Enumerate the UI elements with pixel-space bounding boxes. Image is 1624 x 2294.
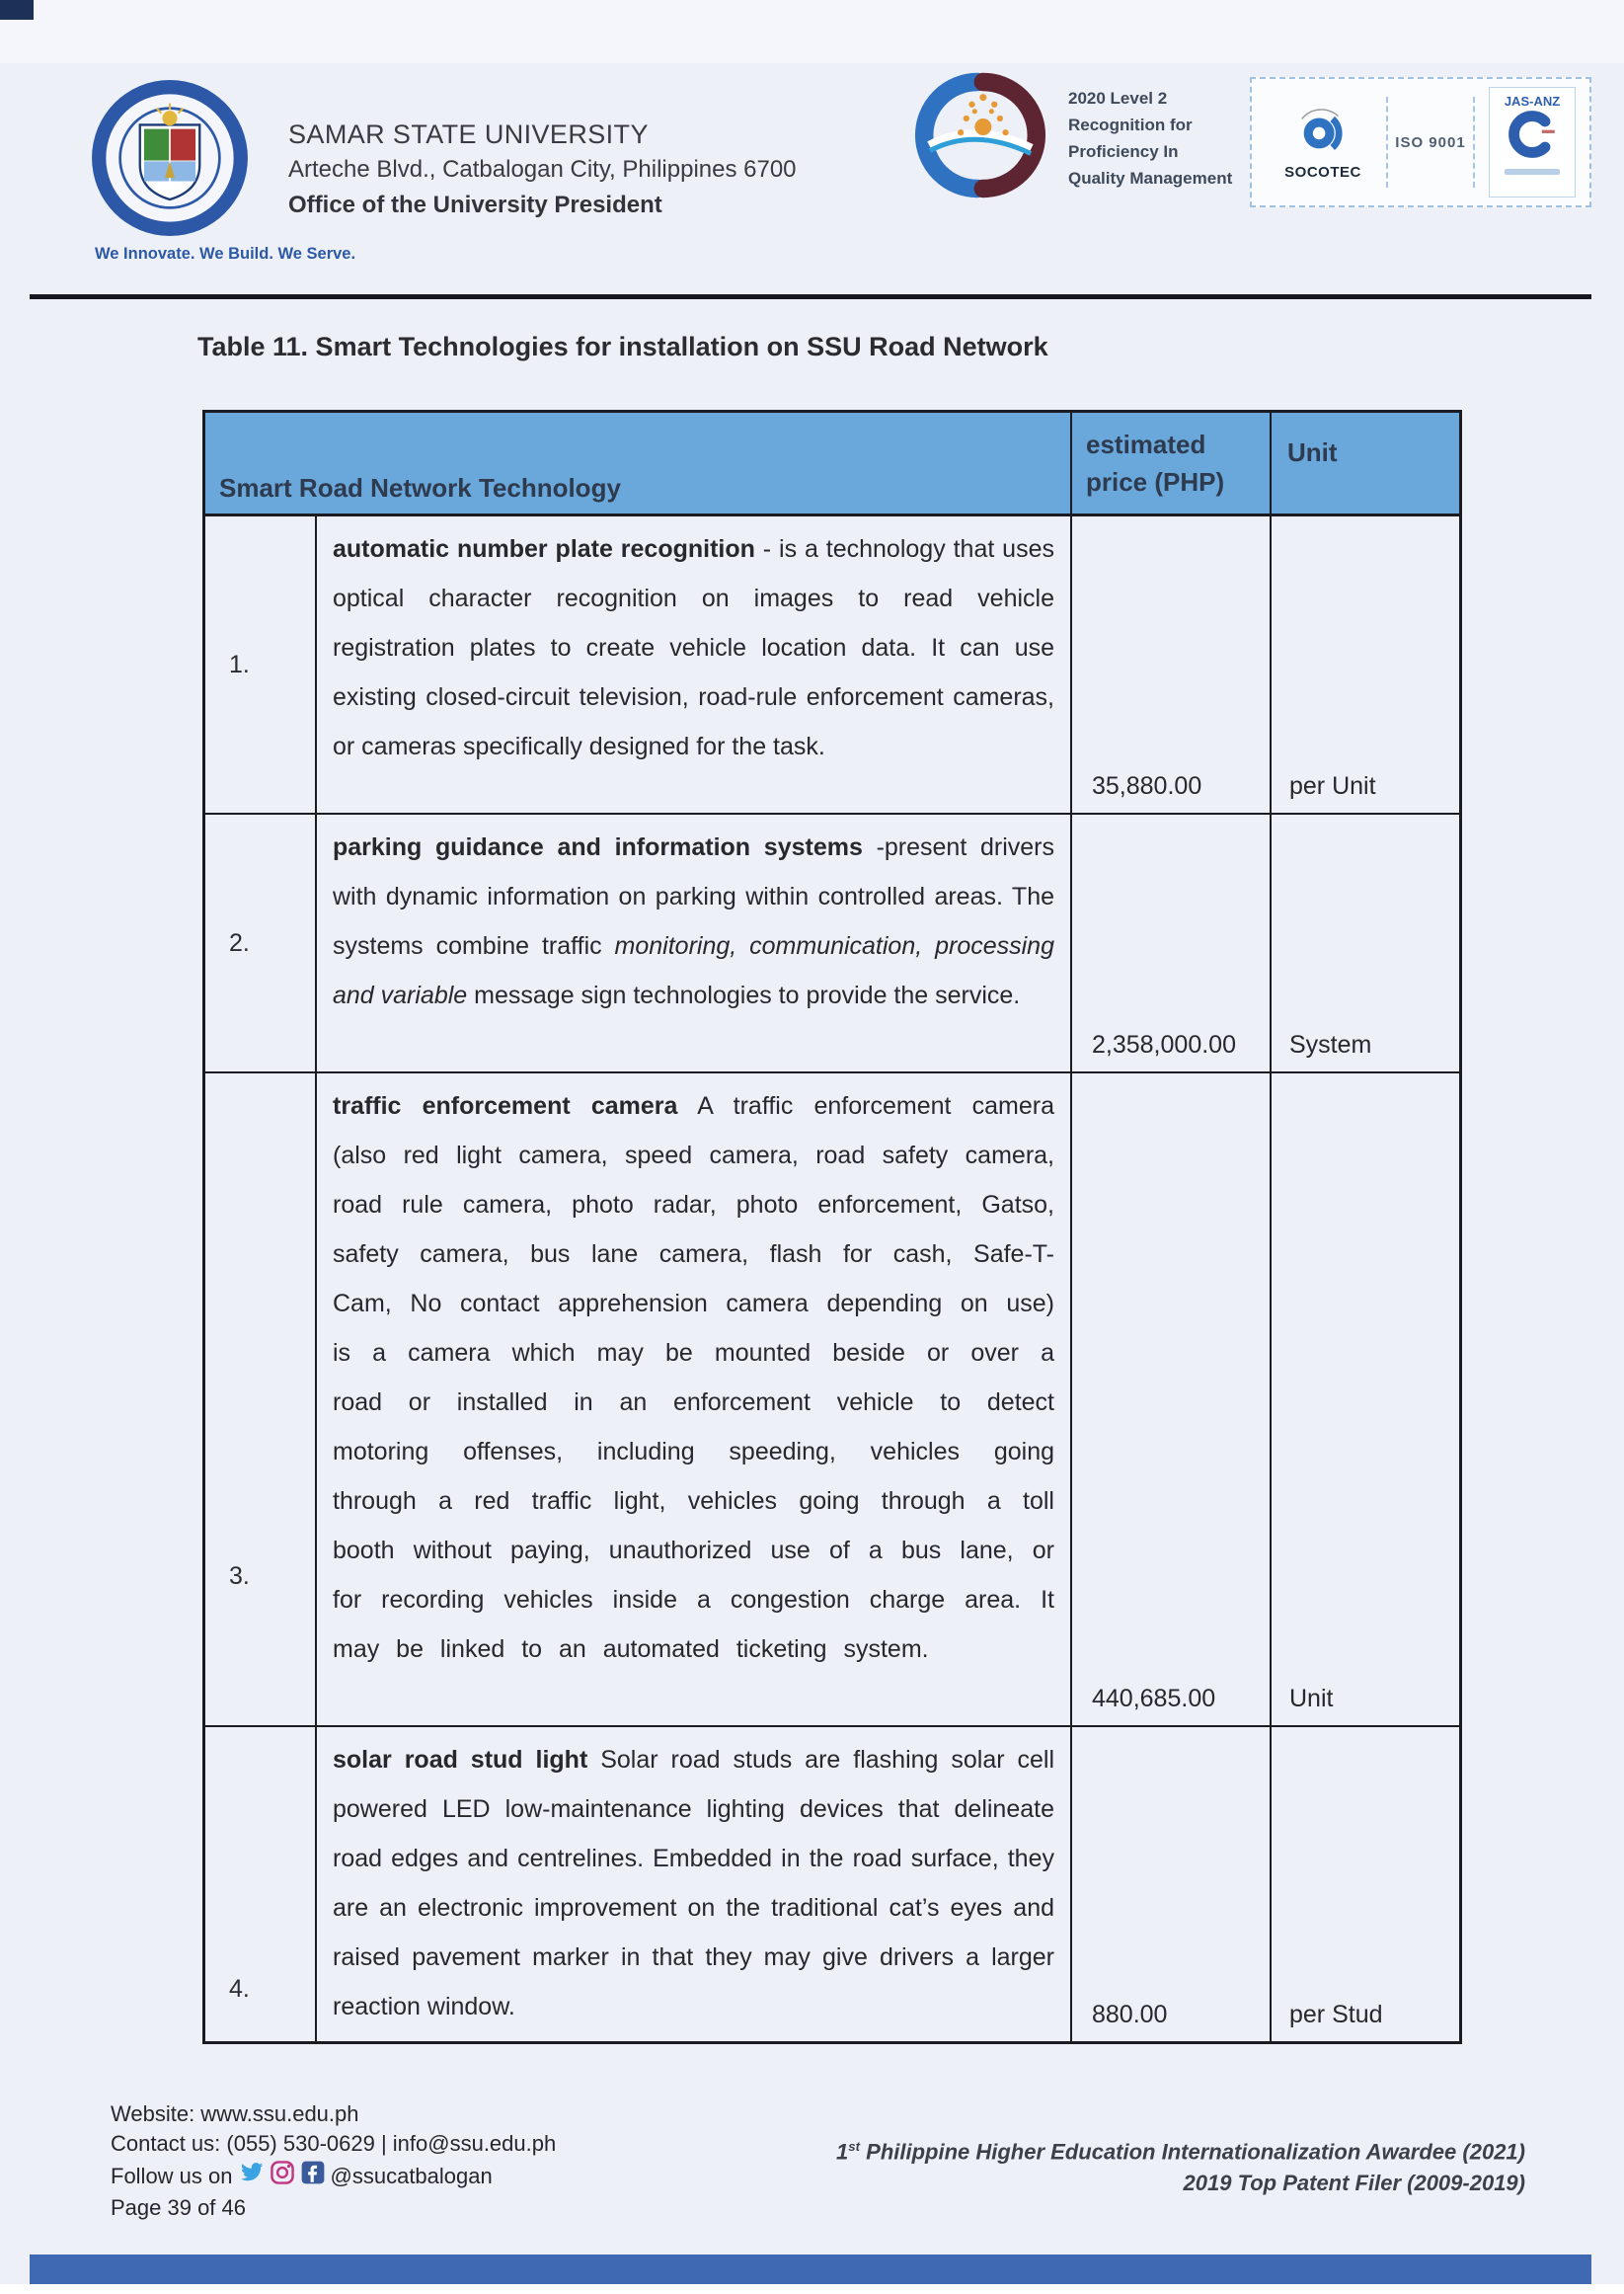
table-title: Table 11. Smart Technologies for installation on SSU Road Network [197,332,1048,361]
row-price: 880.00 [1072,1727,1272,2041]
recognition-line: Recognition for [1068,116,1193,134]
jas-anz-badge [1475,83,1589,201]
column-header-price: estimated price (PHP) [1072,413,1272,514]
row-desc-post: message sign technologies to provide the service. [467,982,1021,1009]
social-handle: @ssucatbalogan [330,2163,493,2188]
award1-ordinal: st [848,2139,861,2154]
row-desc-pre: A traffic enforcement camera (also red light camera, speed camera, road safety camera, road rule camera, photo radar, photo enforcement, Gatso, safety camera, bus lane camera, flash for cash, Safe-T-Cam, No contact apprehension camera depending on use) is a camera which may be mounted beside or over a road or installed in an enforcement vehicle to detect motoring offenses, including speeding, vehicles going through a red traffic light, vehicles going through a toll booth without paying, unauthorized use of a bus lane, or for recording vehicles inside a congestion charge area. It may be linked to an automated ticketing system. [333,1092,1054,1663]
socotec-logo [1294,104,1352,166]
footer-follow-line [111,2159,556,2193]
row-description [317,516,1072,813]
page-top-margin [0,0,1624,63]
ssu-seal-logo [87,75,253,241]
footer-accent-bar [30,2254,1591,2284]
iso-9001-area [1386,97,1475,188]
row-unit: per Stud [1289,2001,1383,2028]
page-bottom-margin [0,2284,1624,2294]
page-number: Page 39 of 46 [111,2195,247,2220]
row-description [317,1727,1072,2041]
award1-text: Philippine Higher Education Internationalization Awardee (2021) [860,2139,1525,2165]
recognition-line: Proficiency In [1068,142,1179,161]
row-price: 440,685.00 [1072,1073,1272,1725]
row-price: 35,880.00 [1072,516,1272,813]
row-desc-pre: - is a technology that uses optical character recognition on images to read vehicle registration plates to create vehicle location data. It can use existing closed-circuit television, road-rule enforcement cameras, or cameras specifically designed for the task. [333,535,1054,760]
row-number: 1. [205,516,317,813]
jas-anz-label: JAS-ANZ [1504,94,1561,109]
table-row [205,516,1459,815]
table-row [205,1727,1459,2041]
award-line-1 [836,2131,1525,2168]
footer-contact: Contact us: (055) 530-0629 | info@ssu.edu.ph [111,2131,557,2156]
jas-anz-logo [1507,109,1558,165]
row-number: 3. [205,1073,317,1725]
iso-9001-label: ISO 9001 [1395,133,1466,151]
row-desc-italic: monitoring, communication, processing and variable [333,932,1054,1009]
table-body [205,516,1459,2041]
row-desc-pre: -present drivers with dynamic information on parking within controlled areas. The systems combine traffic [333,833,1054,960]
socotec-badge [1252,104,1386,181]
table-row [205,815,1459,1073]
scan-corner-artifact [0,0,34,20]
follow-us-text: Follow us on [111,2163,233,2188]
table-header-row [205,413,1459,516]
socotec-label: SOCOTEC [1284,164,1361,181]
row-description [317,815,1072,1071]
award-line-2: 2019 Top Patent Filer (2009-2019) [1183,2171,1525,2196]
row-number: 2. [205,815,317,1071]
row-unit: per Unit [1289,772,1376,800]
row-desc-pre: Solar road studs are flashing solar cell powered LED low-maintenance lighting devices that delineate road edges and centrelines. Embedded in the road surface, they are an electronic improvement on the traditional cat’s eyes and raised pavement marker in that they may give drivers a larger reaction window. [333,1746,1055,2020]
row-term: traffic enforcement camera [333,1092,678,1120]
column-header-unit: Unit [1287,436,1338,467]
row-description [317,1073,1072,1725]
footer-awards-block [836,2131,1525,2199]
smart-technologies-table [202,410,1462,2044]
certification-badges [1250,77,1591,207]
twitter-icon [238,2159,265,2193]
facebook-icon [300,2160,326,2193]
column-header-technology: Smart Road Network Technology [205,413,1072,514]
instagram-icon [270,2160,295,2193]
jas-anz-inner [1489,87,1576,198]
table-row [205,1073,1459,1727]
jas-anz-small-text [1505,169,1560,175]
recognition-line: 2020 Level 2 [1068,89,1168,108]
row-term: parking guidance and information systems [333,833,863,861]
recognition-text [1068,85,1232,192]
row-unit: Unit [1289,1685,1334,1712]
row-term: solar road stud light [333,1746,588,1774]
university-name: SAMAR STATE UNIVERSITY [288,119,649,149]
row-price: 2,358,000.00 [1072,815,1272,1071]
university-tagline: We Innovate. We Build. We Serve. [95,245,356,263]
row-number: 4. [205,1727,317,2041]
footer-website: Website: www.ssu.edu.ph [111,2101,359,2126]
university-address: Arteche Blvd., Catbalogan City, Philippines 6700 [288,156,797,183]
philippine-quality-award-logo [910,65,1050,205]
university-identity [288,117,797,223]
row-unit: System [1289,1031,1372,1059]
office-name: Office of the University President [288,192,662,218]
row-term: automatic number plate recognition [333,535,755,563]
recognition-line: Quality Management [1068,169,1233,188]
header-divider-rule [30,294,1591,299]
footer-contact-block [111,2099,556,2223]
award1-number: 1 [836,2139,849,2165]
